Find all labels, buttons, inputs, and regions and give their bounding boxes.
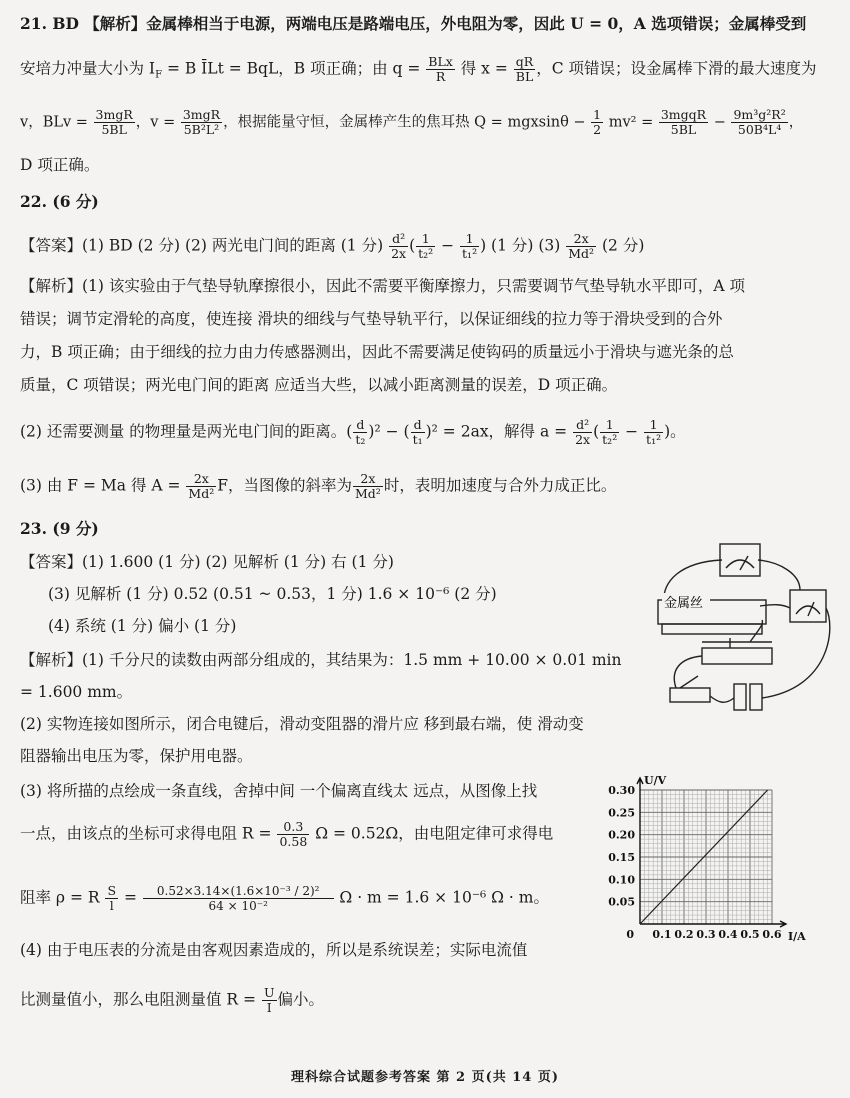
x-tick-label: 0.1 xyxy=(652,928,672,941)
x-tick-label: 0.6 xyxy=(762,928,782,941)
q23-answer-1: 【答案】(1) 1.600 (1 分) (2) 见解析 (1 分) 右 (1 分) xyxy=(20,553,394,571)
y-axis-label: U/V xyxy=(644,774,667,787)
y-tick-label: 0.20 xyxy=(608,828,635,842)
q21-line-3: v，BLv = $\frac{\text{3mgR}}{5BL}$ ，v = $\frac{\text{3mgR}}{\text{5B²L²}}$ ，根据能量守恒，金属棒产生的焦耳热 Q = mgxsinθ − $\frac{1}{2}$ mv² = $\frac{\text{3mgqR}}{5BL}$ − $\frac{\text{9m³g²R²}}{\text{50B⁴L⁴}}$ ， xyxy=(20,107,804,137)
battery-icon xyxy=(734,684,746,710)
q22-part-3: (3) 由 F = Ma 得 A = $\frac{2x}{\text{Md²}}$ F，当图像的斜率为 $\frac{2x}{\text{Md²}}$ 时，表明加速度与合外力成正比。 xyxy=(20,471,617,501)
q23-explain-4: 阻器输出电压为零，保护用电器。 xyxy=(20,747,253,765)
circuit-diagram xyxy=(650,538,840,720)
y-tick-label: 0.05 xyxy=(608,895,635,909)
x-tick-label: 0.4 xyxy=(718,928,738,941)
ui-graph xyxy=(604,770,832,952)
q23-explain-6: 一点，由该点的坐标可求得电阻 R = $\frac{0.3}{0.58}$ Ω = 0.52Ω，由电阻定律可求得电 xyxy=(20,819,554,849)
metal-wire-label: 金属丝 xyxy=(664,596,704,611)
q23-explain-1: 【解析】(1) 千分尺的读数由两部分组成的，其结果为：1.5 mm + 10.00 × 0.01 min xyxy=(20,651,622,669)
x-tick-label: 0.5 xyxy=(740,928,760,941)
x-tick-label: 0.3 xyxy=(696,928,716,941)
q22-explain-1: 【解析】(1) 该实验由于气垫导轨摩擦很小，因此不需要平衡摩擦力，只需要调节气垫导轨水平即可，A 项 xyxy=(20,277,746,295)
q23-explain-2: = 1.600 mm。 xyxy=(20,683,133,701)
y-tick-label: 0.10 xyxy=(608,873,635,887)
q23-explain-5: (3) 将所描的点绘成一条直线，舍掉中间 一个偏离直线太 远点，从图像上找 xyxy=(20,782,538,800)
q22-explain-2: 错误；调节定滑轮的高度，使连接 滑块的细线与气垫导轨平行，以保证细线的拉力等于滑块受到的合外 xyxy=(20,310,723,328)
rheostat-icon xyxy=(702,648,772,664)
q23-heading: 23. (9 分) xyxy=(20,519,99,538)
origin-label: 0 xyxy=(626,928,634,941)
q22-answer: 【答案】(1) BD (2 分) (2) 两光电门间的距离 (1 分) $\frac{\text{d²}}{2x}$ ( $\frac{1}{\text{t₂²}}$ − $\frac{1}{\text{t₁²}}$ ) (1 分) (3) $\frac{2x}{\text{Md²}}$ (2 分) xyxy=(20,231,645,261)
q21-line-1: 21. BD 【解析】金属棒相当于电源，两端电压是路端电压，外电阻为零，因此 U = 0，A 选项错误；金属棒受到 xyxy=(20,14,807,33)
q22-heading: 22. (6 分) xyxy=(20,192,99,211)
y-tick-label: 0.15 xyxy=(608,851,635,864)
x-tick-label: 0.2 xyxy=(674,928,694,941)
q23-answer-2: (3) 见解析 (1 分) 0.52 (0.51 ~ 0.53，1 分) 1.6 × 10⁻⁶ (2 分) xyxy=(48,585,497,603)
q23-explain-3: (2) 实物连接如图所示，闭合电键后，滑动变阻器的滑片应 移到最右端，使 滑动变 xyxy=(20,715,584,733)
q21-line-4: D 项正确。 xyxy=(20,156,100,174)
q21-line-2: 安培力冲量大小为 $I_F = B$ ĪLt = BqL，B 项正确；由 q = $\frac{\text{BLx}}{R}$ 得 x = $\frac{qR}{BL}$ ，C 项错误；设金属棒下滑的最大速度为 xyxy=(20,54,817,84)
x-axis-label: I/A xyxy=(788,930,806,943)
y-tick-label: 0.30 xyxy=(608,784,635,797)
y-tick-label: 0.25 xyxy=(608,806,635,820)
q23-explain-7: 阻率 ρ = R $\frac{S}{l}$ = $\frac{\text{0.52×3.14×(1.6×10⁻³ / 2)²}}{\text{64 × 10⁻²}}$ Ω · m = 1.6 × 10⁻⁶ Ω · m。 xyxy=(20,883,549,913)
q22-explain-3: 力，B 项正确；由于细线的拉力由力传感器测出，因此不需要满足使钩码的质量远小于滑块与遮光条的总 xyxy=(20,343,734,361)
graph-labels xyxy=(608,774,806,943)
page-footer: 理科综合试题参考答案 第 2 页(共 14 页) xyxy=(290,1070,560,1085)
q23-explain-8: (4) 由于电压表的分流是由客观因素造成的，所以是系统误差；实际电流值 xyxy=(20,941,528,959)
q22-explain-4: 质量，C 项错误；两光电门间的距离 应适当大些，以减小距离测量的误差，D 项正确。 xyxy=(20,376,618,394)
q23-explain-9: 比测量值小，那么电阻测量值 R = $\frac{U}{I}$ 偏小。 xyxy=(20,985,325,1015)
switch-icon xyxy=(670,688,710,702)
q22-part-2: (2) 还需要测量 的物理量是两光电门间的距离。( $\frac{d}{\text{t₂}}$ )² − ( $\frac{d}{\text{t₁}}$ )² = 2ax，解得 a = $\frac{\text{d²}}{2x}$ ( $\frac{1}{\text{t₂²}}$ − $\frac{1}{\text{t₁²}}$ )。 xyxy=(20,417,686,447)
q23-answer-3: (4) 系统 (1 分) 偏小 (1 分) xyxy=(48,617,237,635)
